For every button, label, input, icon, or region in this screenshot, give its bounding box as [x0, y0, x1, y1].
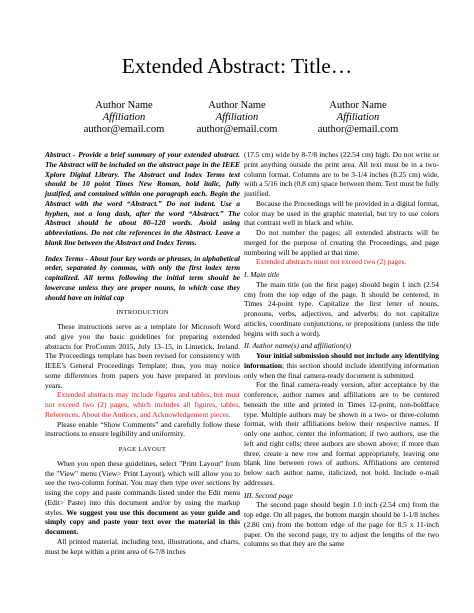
author-email: author@email.com: [83, 124, 165, 135]
author-affiliation: Affiliation: [336, 112, 380, 123]
intro-paragraph: These instructions serve as a template for Microsoft Word and give you the basic guidelines for preparing extended abstracts for ProComm 2015, July 13–15, in Limerick, Ireland. The Proceedings template has been revised for consistency with IEEE’s General Proceedings Template; thus, you may notice some differences from papers you have prepared in previous years.: [45, 322, 240, 390]
author-block-3: [288, 100, 428, 136]
index-terms-paragraph: Index Terms - About four key words or phrases, in alphabetical order, separated by commas, with only the first index term capitalized. All terms following the initial term should be lowercase unless they are proper nouns, in which case they should have an initial cap: [45, 253, 240, 302]
introduction-heading: INTRODUCTION: [116, 309, 169, 317]
layout-paragraph: [45, 459, 240, 537]
intro-warning-paragraph: Extended abstracts may include figures and tables, but must not exceed two (2) pages, which includes all figures, tables, References, About the Authors, and Acknowledgement pieces.: [45, 390, 240, 419]
submission-bold-text: Your initial submission should not include any identifying information: [244, 351, 439, 370]
author-name: Author Name: [208, 100, 266, 111]
second-page-paragraph: The second page should begin 1.0 inch (2.54 cm) from the top edge. On all pages, the bottom margin should be 1-1/8 inches (2.86 cm) from the bottom edge of the page for 8.5 x 11-inch paper. On the second page, try to adjust the lengths of the two columns so that they are the same: [244, 500, 439, 549]
intro-comments-paragraph: Please enable “Show Comments” and carefully follow these instructions to ensure legibility and uniformity.: [45, 419, 240, 439]
camera-ready-paragraph: For the final camera-ready version, after acceptance by the conference, author names and affiliations are to be centered beneath the title and printed in Times 12-point, non-boldface type. Multiple authors may be shown in a two- or three-column format, with their affiliations below their respective names. If only one author, center the information; if two authors, use the left and right cells; three authors are shown above; if more than three, create a new row and format appropriately, leaving one blank line between rows of authors. Affiliations are centered below each author name, italicized, not bold. Include e-mail addresses.: [244, 380, 439, 487]
numbering-paragraph: Do not number the pages; all extended abstracts will be merged for the purpose of creating the Proceedings, and page numbering will be applied at that time.: [244, 228, 439, 257]
author-name: Author Name: [95, 100, 153, 111]
author-block-2: [167, 100, 307, 136]
layout-bold-text: We suggest you use this document as your guide and simply copy and paste your text over the material in this document.: [45, 507, 240, 536]
main-title-paragraph: The main title (on the first page) should begin 1 inch (2.54 cm) from the top edge of the page. It should be centered, in Times 24-point type. Capitalize the first letter of nouns, pronouns, verbs, adjectives, and adverbs; do not capitalize articles, coordinate conjunctions, or prepositions (unless the title begins with such a word).: [244, 279, 439, 338]
page-layout-heading: PAGE LAYOUT: [118, 446, 167, 453]
page-title: Extended Abstract: Title…: [121, 54, 353, 78]
submission-text: ; this section should include identifying information only when the final camera-ready document is submitted.: [244, 360, 439, 380]
section-heading-second-page: III. Second page: [244, 490, 293, 500]
section-heading-authors: II. Author name(s) and affiliation(s): [244, 341, 352, 351]
layout-text: When you open these guidelines, select "Print Layout" from the "View" menu (View> Print Layout), which will allow you to see the two-column format. You may then type over sections by using the copy and paste commands listed under the Edit menu (Edit> Paste) into this document and/or by using the markup styles.: [45, 458, 240, 517]
left-column: [45, 150, 240, 556]
author-affiliation: Affiliation: [102, 112, 146, 123]
author-name: Author Name: [329, 100, 387, 111]
author-affiliation: Affiliation: [215, 112, 259, 123]
color-paragraph: Because the Proceedings will be provided in a digital format, color may be used in the graphic material, but try to use colors that contrast well in black and white.: [244, 198, 439, 228]
page-limit-warning: Extended abstracts must not exceed two (2) pages.: [256, 257, 407, 267]
author-email: author@email.com: [196, 124, 278, 135]
layout-paragraph-2: All printed material, including text, illustrations, and charts, must be kept within a print area of 6-7/8 inches: [45, 536, 240, 556]
right-column: [244, 150, 439, 549]
abstract-paragraph: Abstract - Provide a brief summary of your extended abstract. The Abstract will be included on the abstract page in the IEEE Xplore Digital Library. The Abstract and Index Terms text should be 10 point Times New Roman, bold italic, fully justified, and contained within one paragraph each. Begin the Abstract with the word “Abstract.” Do not indent. Use a hyphen, not a long dash, after the word “Abstract.” The Abstract should be about 80–120 words. Avoid using abbreviations. Do not cite references in the Abstract. Leave a blank line between the Abstract and Index Terms.: [45, 150, 240, 247]
print-area-paragraph: (17.5 cm) wide by 8-7/8 inches (22.54 cm) high. Do not write or print anything outside the print area. All text must be in a two-column format. Columns are to be 3-1/4 inches (8.25 cm) wide, with a 5/16 inch (0.8 cm) space between them. Text must be fully justified.: [244, 150, 439, 198]
author-email: author@email.com: [317, 124, 399, 135]
initial-submission-paragraph: [244, 351, 439, 380]
section-heading-main-title: I. Main title: [244, 270, 280, 279]
